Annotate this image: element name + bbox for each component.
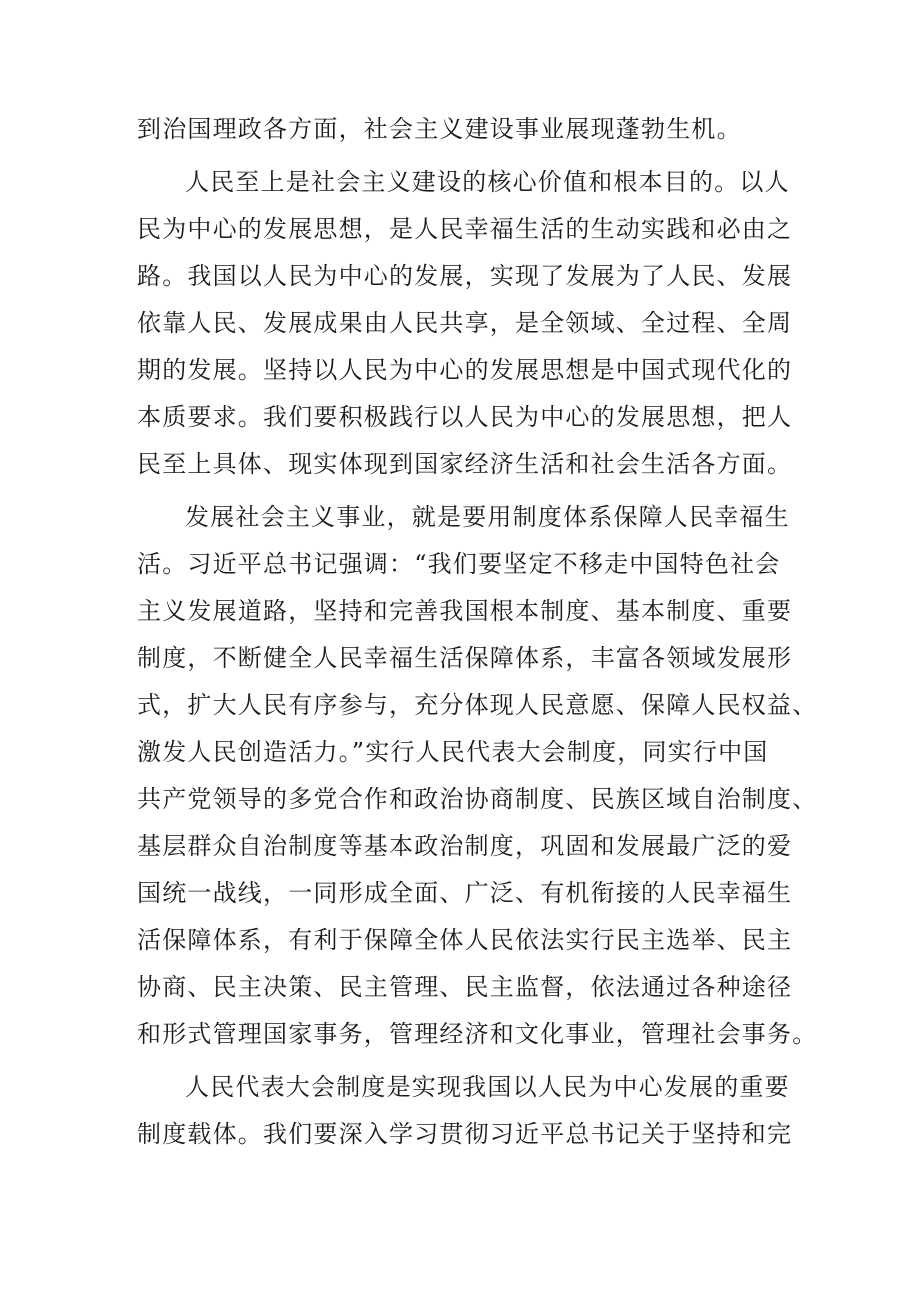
paragraph-first-line: 人民至上是社会主义建设的核心价值和根本目的。以人	[185, 168, 790, 196]
text-line: 活保障体系，有利于保障全体人民依法实行民主选举、民主	[137, 926, 793, 954]
text-line: 路。我国以人民为中心的发展，实现了发展为了人民、发展	[137, 262, 793, 290]
text-line: 共产党领导的多党合作和政治协商制度、民族区域自治制度、	[137, 785, 818, 813]
text-line: 期的发展。坚持以人民为中心的发展思想是中国式现代化的	[137, 356, 793, 384]
text-line: 本质要求。我们要积极践行以人民为中心的发展思想，把人	[137, 403, 793, 431]
text-line: 民为中心的发展思想，是人民幸福生活的生动实践和必由之	[137, 215, 793, 243]
paragraph-first-line: 发展社会主义事业，就是要用制度体系保障人民幸福生	[185, 503, 790, 531]
text-line: 基层群众自治制度等基本政治制度，巩固和发展最广泛的爱	[137, 832, 793, 860]
text-line: 国统一战线，一同形成全面、广泛、有机衔接的人民幸福生	[137, 879, 793, 907]
text-line: 活。习近平总书记强调：“我们要坚定不移走中国特色社会	[137, 550, 781, 578]
text-line: 制度载体。我们要深入学习贯彻习近平总书记关于坚持和完	[137, 1120, 793, 1148]
text-line: 依靠人民、发展成果由人民共享，是全领域、全过程、全周	[137, 309, 793, 337]
text-line: 式，扩大人民有序参与，充分体现人民意愿、保障人民权益、	[137, 691, 818, 719]
text-line: 民至上具体、现实体现到国家经济生活和社会生活各方面。	[137, 450, 793, 478]
paragraph-first-line: 人民代表大会制度是实现我国以人民为中心发展的重要	[185, 1073, 790, 1101]
text-line: 到治国理政各方面，社会主义建设事业展现蓬勃生机。	[137, 115, 742, 143]
text-line: 主义发展道路，坚持和完善我国根本制度、基本制度、重要	[137, 597, 793, 625]
text-line: 制度，不断健全人民幸福生活保障体系，丰富各领域发展形	[137, 644, 793, 672]
text-line: 协商、民主决策、民主管理、民主监督，依法通过各种途径	[137, 973, 793, 1001]
text-line: 激发人民创造活力。”实行人民代表大会制度，同实行中国	[137, 738, 769, 766]
text-line: 和形式管理国家事务，管理经济和文化事业，管理社会事务。	[137, 1020, 818, 1048]
